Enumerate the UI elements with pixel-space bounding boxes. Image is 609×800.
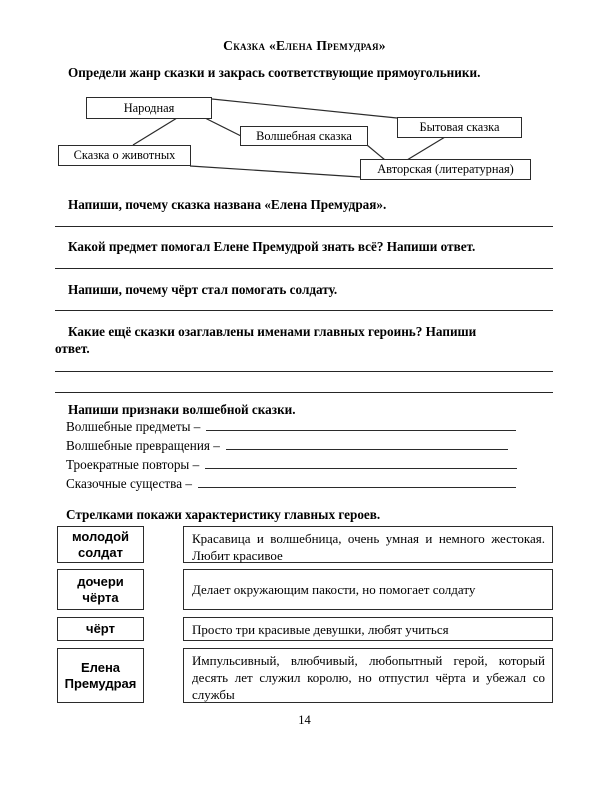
table-row-trait-4[interactable] xyxy=(183,648,553,703)
hero-label-line: дочери xyxy=(77,573,124,589)
table-row-hero-2[interactable] xyxy=(57,569,144,610)
matching-instruction: Стрелками покажи характеристику главных героев. xyxy=(66,507,381,522)
genre-diagram xyxy=(55,92,555,187)
hero-label-line: солдат xyxy=(78,544,123,560)
diagram-box-label: Сказка о животных xyxy=(73,148,176,163)
trait-blank-input[interactable] xyxy=(226,438,508,450)
question-3: Напиши, почему чёрт стал помогать солдату. xyxy=(68,282,338,297)
hero-label-line: молодой xyxy=(71,528,130,544)
diagram-box-label: Волшебная сказка xyxy=(256,128,352,143)
table-row-trait-1[interactable] xyxy=(183,526,553,563)
diagram-box-narodnaya[interactable] xyxy=(86,97,212,119)
trait-text: Просто три красивые девушки, любят учиться xyxy=(192,621,449,637)
trait-text: Делает окружающим пакости, но помогает солдату xyxy=(192,582,476,597)
table-row-trait-2[interactable] xyxy=(183,569,553,610)
table-row-trait-3[interactable] xyxy=(183,617,553,641)
trait-blank-input[interactable] xyxy=(198,476,516,488)
trait-blank-input[interactable] xyxy=(206,419,516,431)
answer-line-2[interactable] xyxy=(55,268,553,269)
trait-text: Красавица и волшебница, очень умная и немного жестокая. Любит красивое xyxy=(192,531,545,563)
trait-label: Сказочные существа – xyxy=(66,476,192,491)
table-row-hero-3[interactable] xyxy=(57,617,144,641)
diagram-box-volshebnaya[interactable] xyxy=(240,126,368,146)
traits-instruction: Напиши признаки волшебной сказки. xyxy=(68,402,296,417)
hero-label-line: Премудрая xyxy=(64,675,137,691)
trait-row-triple-repeats xyxy=(66,457,517,473)
trait-row-magic-objects xyxy=(66,419,516,435)
answer-line-1[interactable] xyxy=(55,226,553,227)
answer-line-4b[interactable] xyxy=(55,392,553,393)
table-row-hero-4[interactable] xyxy=(57,648,144,703)
trait-row-fairy-creatures xyxy=(66,476,516,492)
table-row-hero-1[interactable] xyxy=(57,526,144,563)
trait-label: Волшебные превращения – xyxy=(66,438,220,453)
hero-label-line: чёрта xyxy=(82,589,119,605)
diagram-box-label: Народная xyxy=(123,100,175,115)
hero-label-line: чёрт xyxy=(86,621,115,636)
trait-row-magic-transformations xyxy=(66,438,508,454)
question-1: Напиши, почему сказка названа «Елена Премудрая». xyxy=(68,197,387,212)
diagram-box-label: Авторская (литературная) xyxy=(377,162,514,177)
diagram-box-bytovaya[interactable] xyxy=(397,117,522,138)
trait-blank-input[interactable] xyxy=(205,457,517,469)
answer-line-3[interactable] xyxy=(55,310,553,311)
trait-text: Импульсивный, влюбчивый, любопытный герой, который десять лет служил королю, но отпустил чёрта и убежал со службы xyxy=(192,653,545,702)
diagram-box-skazka-o-zhivotnyh[interactable] xyxy=(58,145,191,166)
trait-label: Троекратные повторы – xyxy=(66,457,200,472)
question-4-continued: ответ. xyxy=(55,341,90,356)
task1-instruction: Определи жанр сказки и закрась соответствующие прямоугольники. xyxy=(68,65,481,80)
question-4: Какие ещё сказки озаглавлены именами главных героинь? Напиши xyxy=(68,324,477,339)
page-number: 14 xyxy=(298,713,311,727)
trait-label: Волшебные предметы – xyxy=(66,419,201,434)
page-title: Сказка «Елена Премудрая» xyxy=(223,38,386,53)
diagram-box-avtorskaya[interactable] xyxy=(360,159,531,180)
question-2: Какой предмет помогал Елене Премудрой знать всё? Напиши ответ. xyxy=(68,239,476,254)
hero-label-line: Елена xyxy=(80,659,121,675)
diagram-box-label: Бытовая сказка xyxy=(419,120,500,135)
answer-line-4a[interactable] xyxy=(55,371,553,372)
